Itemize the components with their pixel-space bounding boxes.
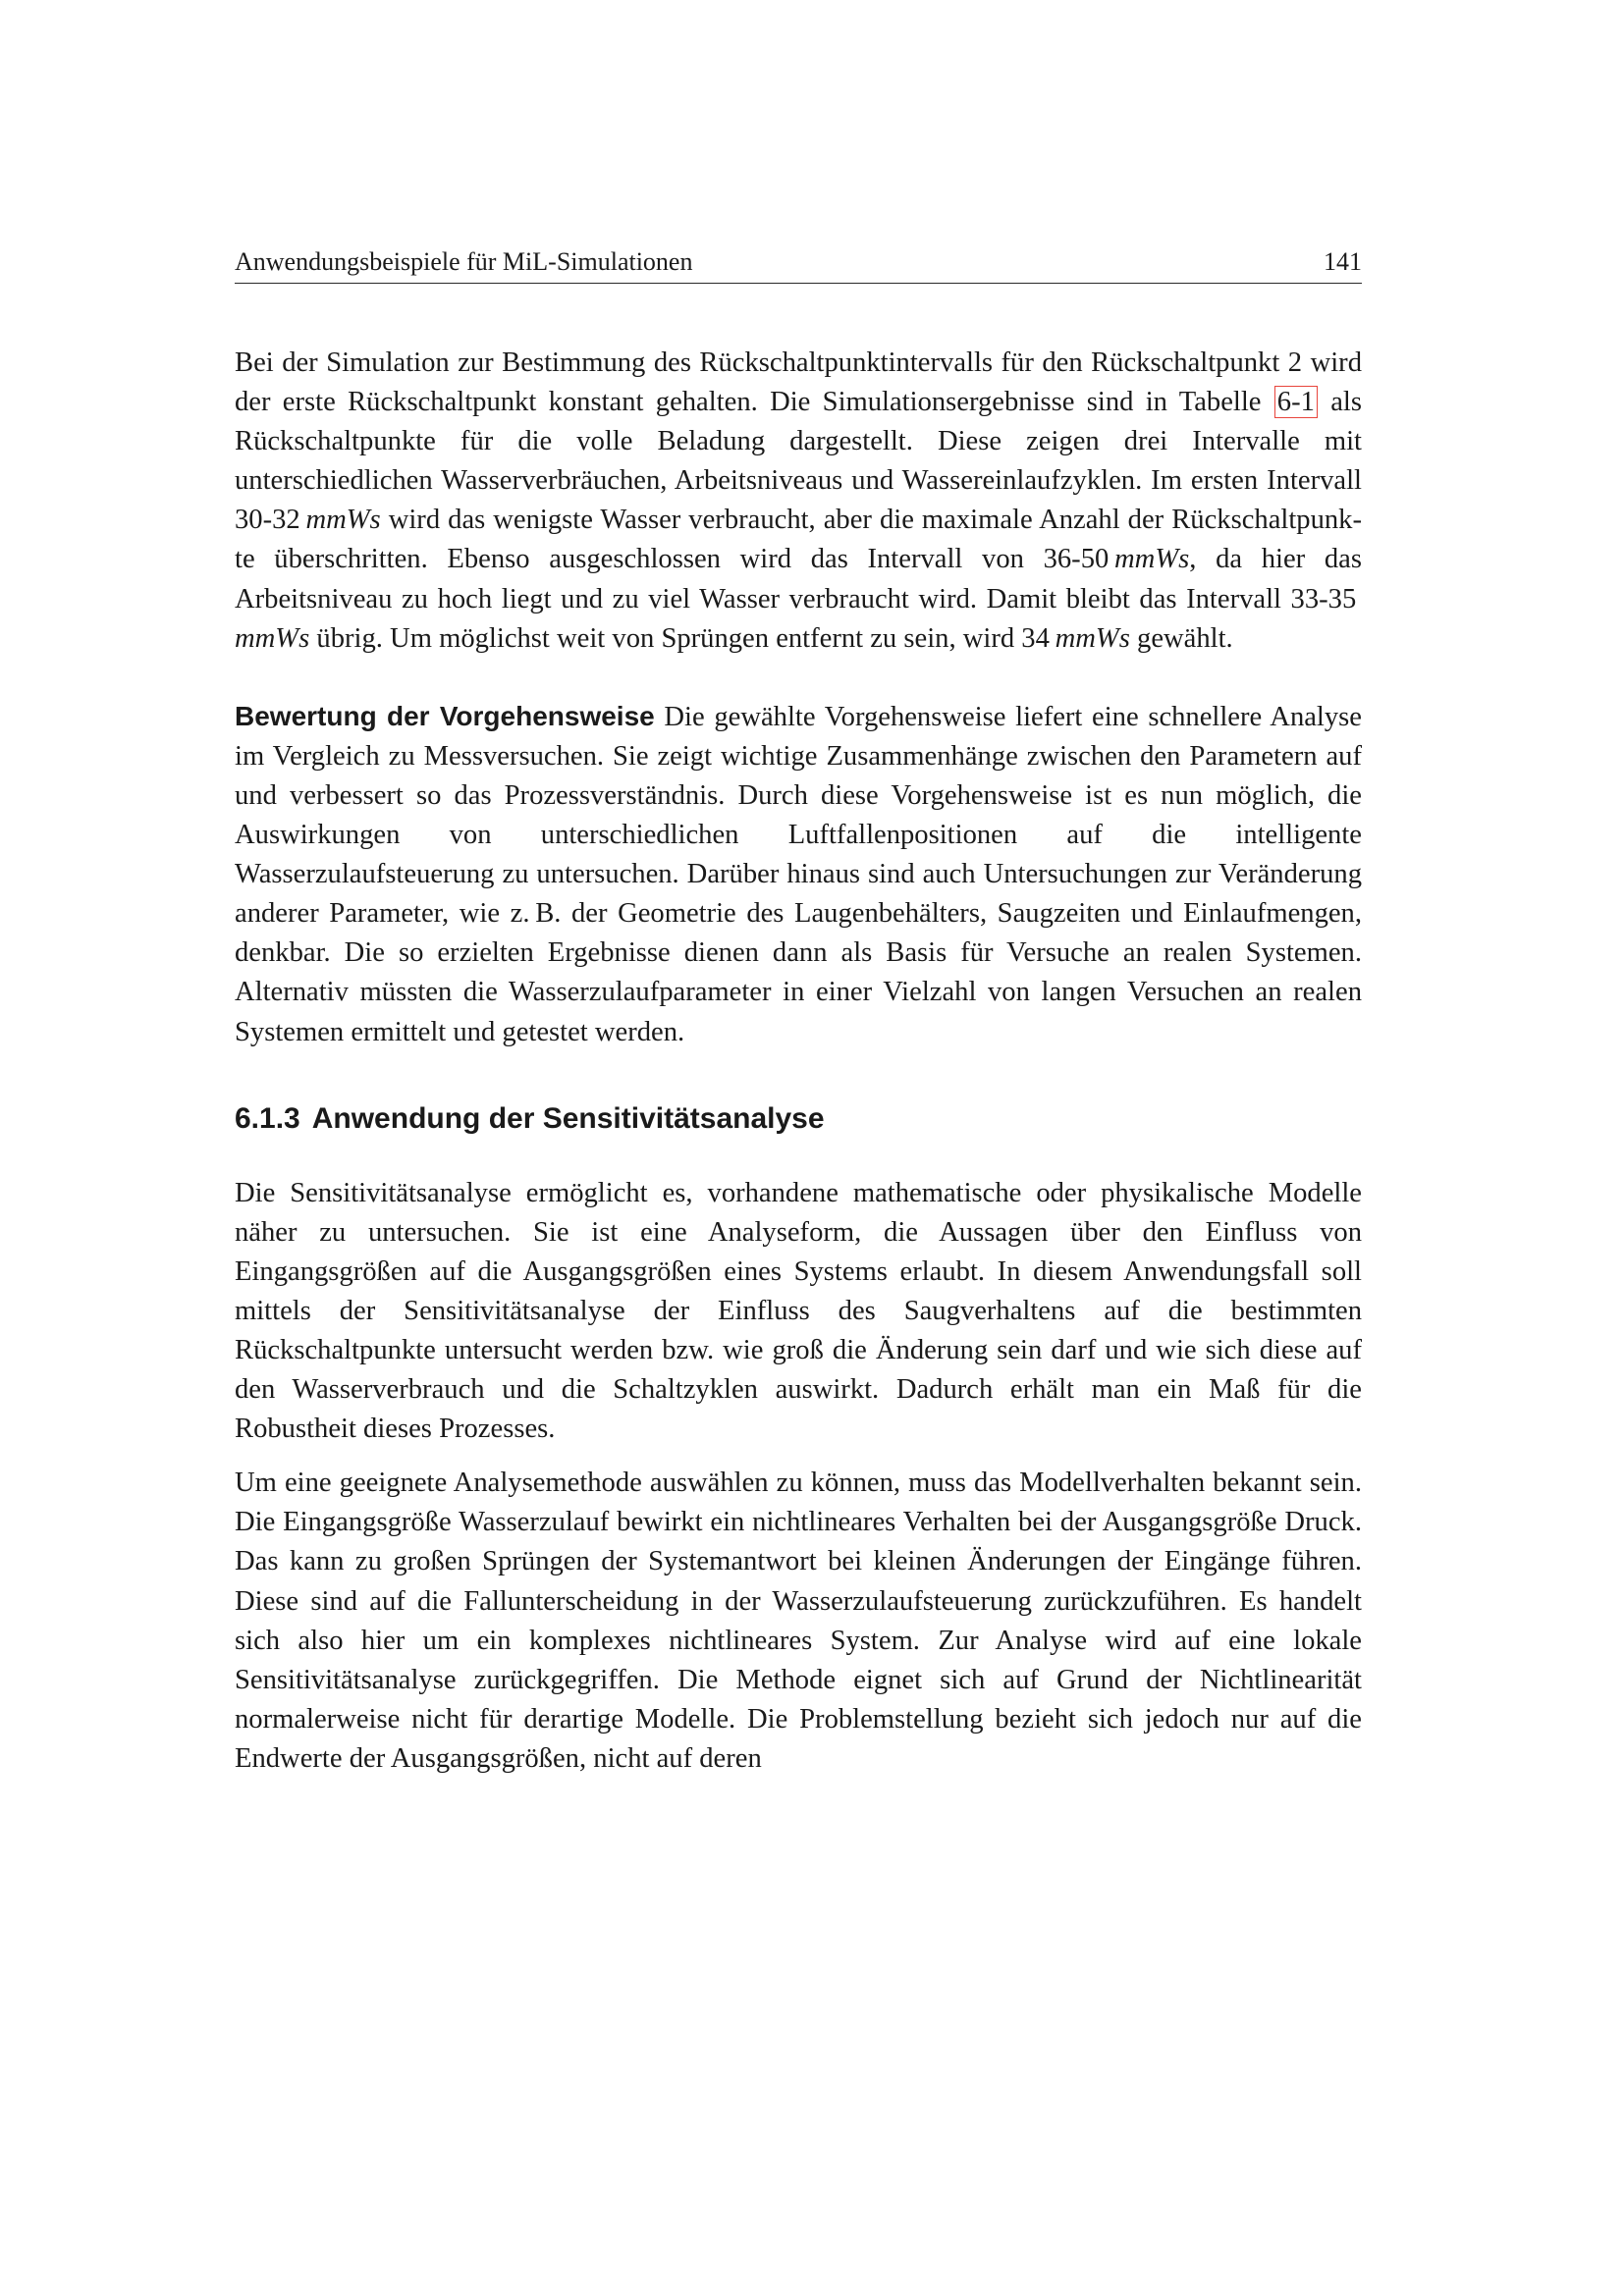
paragraph-simulation-results: [235, 344, 1362, 659]
page-number: 141: [1324, 247, 1362, 276]
running-title: Anwendungsbeispiele für MiL-Simulationen: [235, 247, 693, 276]
unit-mmws: mmWs: [235, 622, 310, 654]
unit-mmws: mmWs: [1055, 622, 1130, 654]
text-run: als Rückschaltpunkte für die volle Beladung dargestellt. Diese zeigen drei Intervalle mit unterschiedlichen Wasserverbräuchen, Arbeitsniveaus und Wassereinlaufzyklen. Im ersten Intervall 30-32: [235, 387, 1362, 536]
text-run: Bei der Simulation zur Bestimmung des Rückschaltpunktintervalls für den Rückschaltpunkt 2 wird der erste Rückschaltpunkt konstant gehalten. Die Simulationsergebnisse sind in Tabelle: [235, 347, 1362, 418]
section-number: 6.1.3: [235, 1101, 300, 1135]
text-run: gewählt.: [1129, 622, 1233, 654]
section-title: Anwendung der Sensitivitätsanalyse: [311, 1101, 825, 1135]
paragraph-analysis-method: Um eine geeignete Analysemethode auswählen zu können, muss das Modellverhalten bekannt sein. Die Eingangsgröße Wasserzulauf bewirkt ein nichtlineares Verhalten bei der Ausgangsgröße Druck. Das kann zu großen Sprüngen der Systemantwort bei kleinen Änderungen der Eingänge führen. Diese sind auf die Fallunterscheidung in der Wasserzulaufsteuerung zurückzuführen. Es handelt sich also hier um ein komplexes nichtlineares System. Zur Analyse wird auf eine lokale Sensitivitätsanalyse zurückgegriffen. Die Methode eignet sich auf Grund der Nichtlinearität normalerweise nicht für derartige Modelle. Die Problemstellung bezieht sich jedoch nur auf die Endwerte der Ausgangsgrößen, nicht auf deren: [235, 1468, 1362, 1774]
text-run: wird das wenigste Wasser verbraucht, aber die maximale Anzahl der Rückschaltpunkte überschritten. Ebenso ausgeschlossen wird das Intervall von 36-50: [235, 505, 1362, 575]
page-body: [235, 344, 1362, 1779]
page-header: [235, 247, 1362, 284]
unit-mmws: mmWs: [305, 505, 381, 536]
table-reference-link[interactable]: 6-1: [1274, 386, 1318, 418]
paragraph-evaluation: [235, 697, 1362, 1052]
evaluation-text: Die gewählte Vorgehensweise liefert eine schnellere Analyse im Vergleich zu Messversuchen. Sie zeigt wichtige Zusammenhänge zwischen den Parametern auf und verbessert so das Prozessverständnis. Durch diese Vorgehensweise ist es nun möglich, die Auswirkungen von unterschiedlichen Luftfallenpositionen auf die intelligente Wasserzulaufsteuerung zu untersuchen. Darüber hinaus sind auch Untersuchungen zur Veränderung anderer Parameter, wie z. B. der Geometrie des Laugenbehälters, Saugzeiten und Einlaufmengen, denkbar. Die so erzielten Ergebnisse dienen dann als Basis für Versuche an realen Systemen. Alternativ müssten die Wasserzulaufparameter in einer Vielzahl von langen Versuchen an realen Systemen ermittelt und getestet werden.: [235, 701, 1362, 1047]
paragraph-sensitivity-intro: Die Sensitivitätsanalyse ermöglicht es, vorhandene mathematische oder physikalische Modelle näher zu untersuchen. Sie ist eine Analyseform, die Aussagen über den Einfluss von Eingangsgrößen auf die Ausgangsgrößen eines Systems erlaubt. In diesem Anwendungsfall soll mittels der Sensitivitätsanalyse der Einfluss des Saugverhaltens auf die bestimmten Rückschaltpunkte untersucht werden bzw. wie groß die Änderung sein darf und wie sich diese auf den Wasserverbrauch und die Schaltzyklen auswirkt. Dadurch erhält man ein Maß für die Robustheit dieses Prozesses.: [235, 1177, 1362, 1445]
unit-mmws: mmWs: [1114, 544, 1190, 575]
text-run: , da hier das Arbeitsniveau zu hoch liegt und zu viel Wasser verbraucht wird. Damit bleibt das Intervall 33-35: [235, 544, 1362, 614]
run-in-heading: Bewertung der Vorgehensweise: [235, 700, 655, 731]
text-run: übrig. Um möglichst weit von Sprüngen entfernt zu sein, wird 34: [309, 622, 1056, 654]
section-heading: [235, 1099, 1362, 1139]
